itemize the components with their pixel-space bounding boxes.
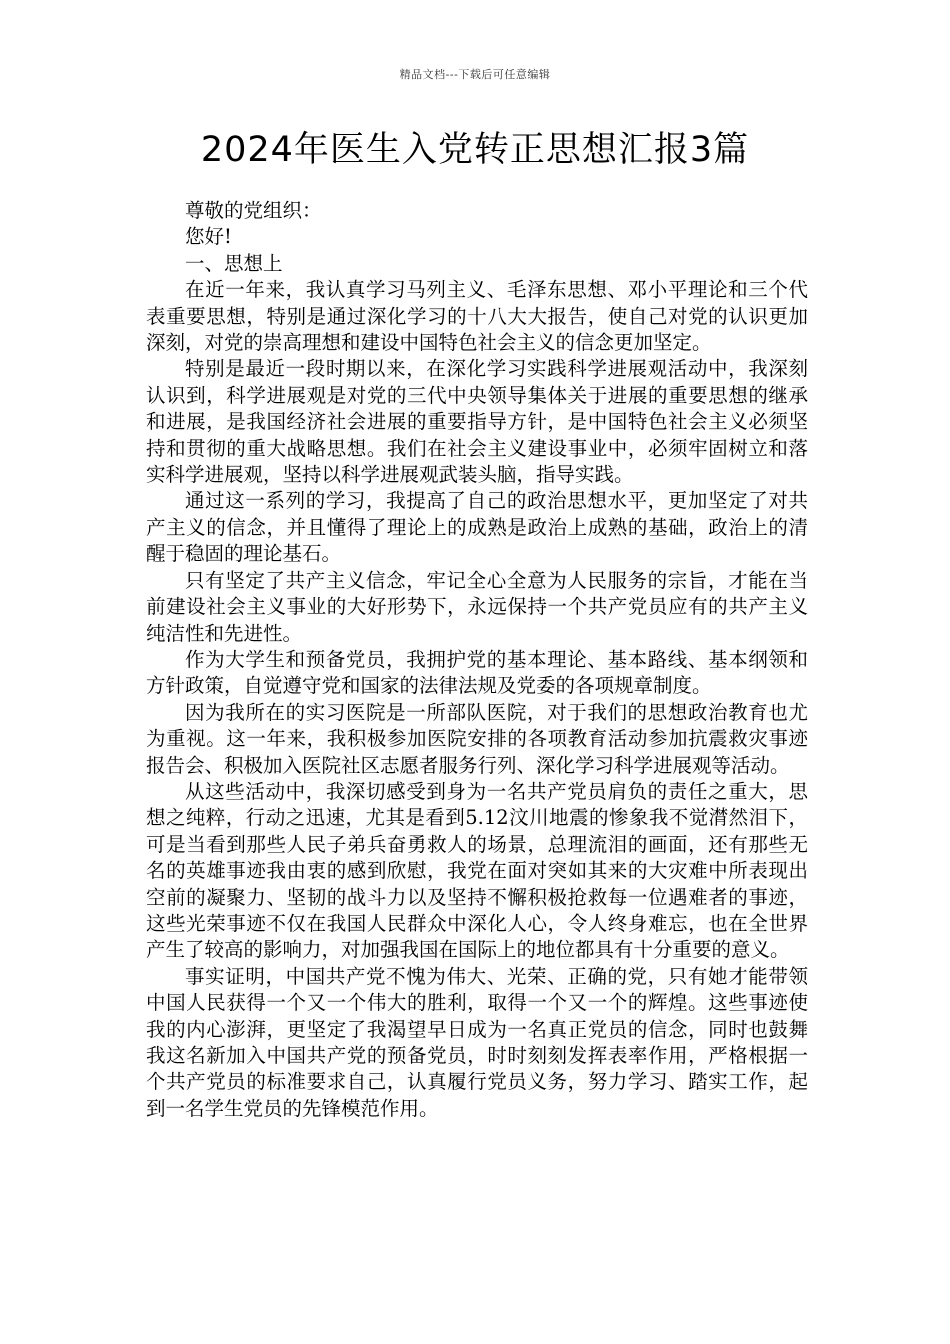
body-paragraph: 事实证明，中国共产党不愧为伟大、光荣、正确的党，只有她才能带领中国人民获得一个又一个伟大的胜利，取得一个又一个的辉煌。这些事迹使我的内心澎湃，更坚定了我渴望早日成为一名真正党员的信念，同时也鼓舞我这名新加入中国共产党的预备党员，时时刻刻发挥表率作用，严格根据一个共产党员的标准要求自己，认真履行党员义务，努力学习、踏实工作，起到一名学生党员的先锋模范作用。 (146, 964, 808, 1120)
document-body (146, 198, 808, 1122)
header-note: 精品文档---下载后可任意编辑 (399, 68, 551, 81)
document-title: 2024年医生入党转正思想汇报3篇 (200, 130, 750, 170)
body-paragraph: 在近一年来，我认真学习马列主义、毛泽东思想、邓小平理论和三个代表重要思想，特别是通过深化学习的十八大大报告，使自己对党的认识更加深刻，对党的崇高理想和建设中国特色社会主义的信念更加坚定。 (146, 278, 808, 355)
body-paragraph: 通过这一系列的学习，我提高了自己的政治思想水平，更加坚定了对共产主义的信念，并且懂得了理论上的成熟是政治上成熟的基础，政治上的清醒于稳固的理论基石。 (146, 489, 808, 566)
salutation: 尊敬的党组织： (185, 199, 322, 222)
body-paragraph: 特别是最近一段时期以来，在深化学习实践科学进展观活动中，我深刻认识到，科学进展观是对党的三代中央领导集体关于进展的重要思想的继承和进展，是我国经济社会进展的重要指导方针，是中国特色社会主义必须坚持和贯彻的重大战略思想。我们在社会主义建设事业中，必须牢固树立和落实科学进展观，坚持以科学进展观武装头脑，指导实践。 (146, 357, 808, 487)
body-paragraph: 作为大学生和预备党员，我拥护党的基本理论、基本路线、基本纲领和方针政策，自觉遵守党和国家的法律法规及党委的各项规章制度。 (146, 647, 808, 698)
body-paragraph: 只有坚定了共产主义信念，牢记全心全意为人民服务的宗旨，才能在当前建设社会主义事业的大好形势下，永远保持一个共产党员应有的共产主义纯洁性和先进性。 (146, 568, 808, 645)
greeting: 您好! (185, 225, 232, 249)
body-paragraph: 因为我所在的实习医院是一所部队医院，对于我们的思想政治教育也尤为重视。这一年来，我积极参加医院安排的各项教育活动参加抗震救灾事迹报告会、积极加入医院社区志愿者服务行列、深化学习科学进展观等活动。 (146, 700, 808, 777)
body-paragraph: 从这些活动中，我深切感受到身为一名共产党员肩负的责任之重大，思想之纯粹，行动之迅速，尤其是看到5.12汶川地震的惨象我不觉潸然泪下，可是当看到那些人民子弟兵奋勇救人的场景，总理流泪的画面，还有那些无名的英雄事迹我由衷的感到欣慰，我党在面对突如其来的大灾难中所表现出空前的凝聚力、坚韧的战斗力以及坚持不懈积极抢救每一位遇难者的事迹，这些光荣事迹不仅在我国人民群众中深化人心，令人终身难忘，也在全世界产生了较高的影响力，对加强我国在国际上的地位都具有十分重要的意义。 (146, 779, 808, 962)
section-heading: 一、思想上 (185, 251, 283, 275)
